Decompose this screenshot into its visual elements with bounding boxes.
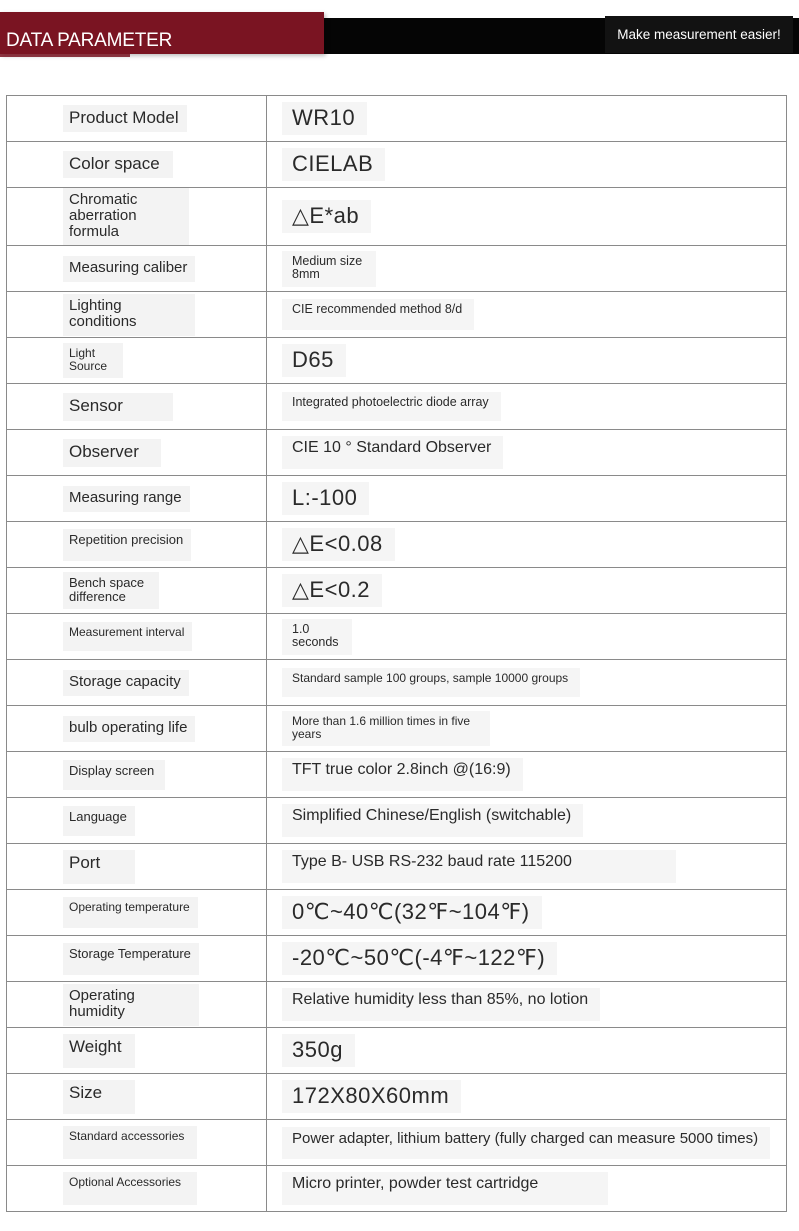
- spec-label: Display screen: [63, 760, 165, 790]
- spec-label: Language: [63, 806, 135, 836]
- spec-value: Micro printer, powder test cartridge: [282, 1172, 608, 1205]
- spec-value: CIE recommended method 8/d: [282, 299, 474, 330]
- table-row: [7, 476, 787, 522]
- spec-value: Relative humidity less than 85%, no lotion: [282, 988, 600, 1021]
- spec-label: Sensor: [63, 393, 173, 421]
- spec-value: △E<0.2: [282, 574, 382, 607]
- spec-value: 350g: [282, 1034, 355, 1067]
- spec-value: CIELAB: [282, 148, 385, 181]
- spec-label: Measuring range: [63, 486, 190, 512]
- table-row: [7, 142, 787, 188]
- spec-value: WR10: [282, 102, 367, 135]
- spec-label: Port: [63, 850, 135, 884]
- spec-value: Standard sample 100 groups, sample 10000 groups: [282, 668, 580, 697]
- table-row: [7, 614, 787, 660]
- header-slogan: Make measurement easier!: [605, 16, 793, 53]
- spec-value: -20℃~50℃(-4℉~122℉): [282, 942, 557, 975]
- spec-label: Repetition precision: [63, 529, 191, 561]
- spec-label: Size: [63, 1080, 135, 1114]
- page-title: DATA PARAMETER: [6, 30, 173, 51]
- table-row: [7, 936, 787, 982]
- spec-label: Measurement interval: [63, 622, 192, 651]
- spec-value: L:-100: [282, 482, 369, 515]
- table-row: [7, 246, 787, 292]
- table-row: [7, 338, 787, 384]
- table-row: [7, 292, 787, 338]
- table-row: [7, 752, 787, 798]
- spec-label: Operating humidity: [63, 984, 199, 1026]
- spec-value: 1.0 seconds: [282, 619, 352, 655]
- table-row: [7, 1120, 787, 1166]
- spec-label: Storage capacity: [63, 670, 189, 696]
- table-row: [7, 430, 787, 476]
- spec-label: Measuring caliber: [63, 256, 195, 282]
- header-accent-line: [0, 54, 130, 57]
- table-row: [7, 1074, 787, 1120]
- spec-value: Medium size 8mm: [282, 251, 376, 287]
- table-row: [7, 890, 787, 936]
- table-row: [7, 522, 787, 568]
- spec-label: bulb operating life: [63, 716, 195, 742]
- spec-value: D65: [282, 344, 346, 377]
- table-row: [7, 568, 787, 614]
- table-row: [7, 1166, 787, 1212]
- table-row: [7, 1028, 787, 1074]
- spec-value: Simplified Chinese/English (switchable): [282, 804, 583, 837]
- spec-label: Weight: [63, 1034, 135, 1068]
- table-row: [7, 384, 787, 430]
- spec-label: Light Source: [63, 343, 123, 378]
- table-row: [7, 844, 787, 890]
- header-title-block: [0, 12, 324, 54]
- spec-value: Integrated photoelectric diode array: [282, 392, 501, 421]
- spec-label: Product Model: [63, 105, 187, 133]
- table-row: [7, 982, 787, 1028]
- table-row: [7, 660, 787, 706]
- spec-value: Type B- USB RS-232 baud rate 115200: [282, 850, 676, 883]
- table-row: [7, 798, 787, 844]
- spec-label: Optional Accessories: [63, 1172, 197, 1205]
- spec-label: Observer: [63, 439, 161, 467]
- spec-label: Standard accessories: [63, 1126, 197, 1159]
- spec-value: More than 1.6 million times in five years: [282, 711, 490, 746]
- spec-value: 172X80X60mm: [282, 1080, 461, 1113]
- spec-value: 0℃~40℃(32℉~104℉): [282, 896, 542, 929]
- spec-label: Lighting conditions: [63, 294, 195, 336]
- table-row: [7, 706, 787, 752]
- spec-value: △E*ab: [282, 200, 371, 233]
- spec-label: Color space: [63, 151, 173, 179]
- spec-value: TFT true color 2.8inch @(16:9): [282, 758, 523, 791]
- spec-table: [6, 95, 787, 1212]
- spec-label: Storage Temperature: [63, 943, 199, 975]
- spec-value: △E<0.08: [282, 528, 395, 561]
- spec-value: Power adapter, lithium battery (fully charged can measure 5000 times): [282, 1127, 770, 1159]
- spec-value: CIE 10 ° Standard Observer: [282, 436, 503, 469]
- spec-label: Operating temperature: [63, 897, 198, 928]
- spec-label: Chromatic aberration formula: [63, 188, 189, 245]
- spec-label: Bench space difference: [63, 572, 159, 609]
- table-row: [7, 96, 787, 142]
- table-row: [7, 188, 787, 246]
